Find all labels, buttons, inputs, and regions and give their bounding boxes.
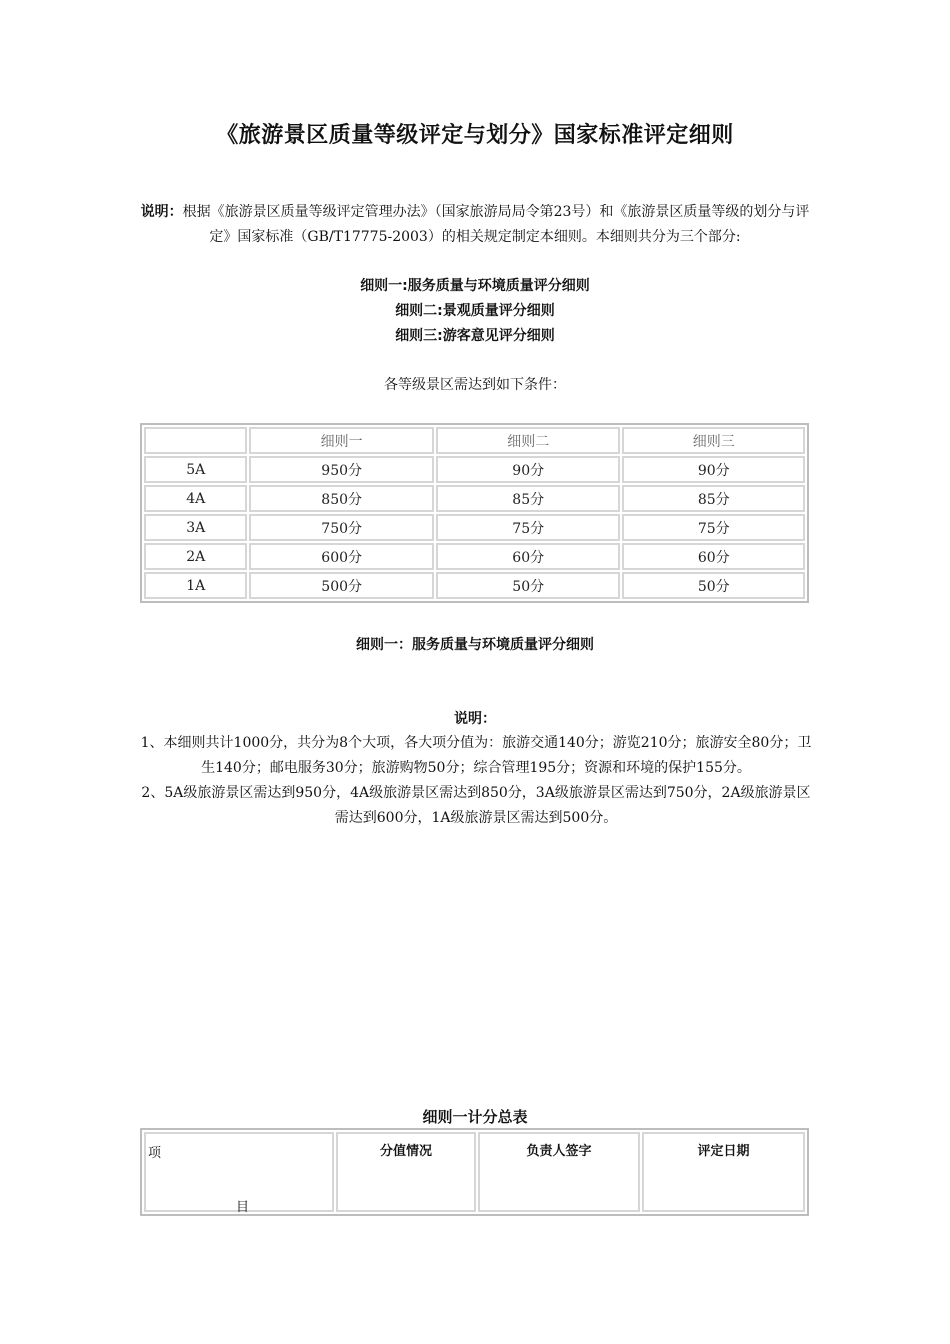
score-cell: 75分	[622, 514, 805, 541]
table-row	[144, 572, 805, 599]
score-cell: 500分	[249, 572, 434, 599]
header-cell: 分值情况	[336, 1132, 476, 1212]
item-label-bottom: 目	[236, 1200, 250, 1215]
score-cell: 850分	[249, 485, 434, 512]
score-cell: 90分	[622, 456, 805, 483]
grade-requirements-table	[140, 423, 809, 603]
table-header-row	[144, 427, 805, 454]
document-title: 《旅游景区质量等级评定与划分》国家标准评定细则	[216, 123, 734, 148]
score-cell: 750分	[249, 514, 434, 541]
score-cell: 50分	[436, 572, 621, 599]
rule-item: 细则一:服务质量与环境质量评分细则	[360, 278, 590, 294]
summary-table-title: 细则一计分总表	[422, 1108, 528, 1126]
grade-cell: 2A	[144, 543, 247, 570]
table-row	[144, 543, 805, 570]
note-body	[140, 731, 812, 831]
note-title: 说明：	[454, 711, 496, 727]
grade-cell: 4A	[144, 485, 247, 512]
intro-paragraph	[140, 200, 810, 250]
score-cell: 600分	[249, 543, 434, 570]
grade-cell: 5A	[144, 456, 247, 483]
header-cell	[144, 427, 247, 454]
header-cell: 负责人签字	[478, 1132, 640, 1212]
score-cell: 85分	[622, 485, 805, 512]
grade-cell: 3A	[144, 514, 247, 541]
intro-text: 根据《旅游景区质量等级评定管理办法》（国家旅游局局令第23号）和《旅游景区质量等级的划分与评定》国家标准（GB/T17775-2003）的相关规定制定本细则。本细则共分为三个部分:	[182, 204, 810, 245]
table-row	[144, 1132, 805, 1212]
section-one-title: 细则一：服务质量与环境质量评分细则	[356, 637, 594, 653]
header-cell: 细则二	[436, 427, 621, 454]
grade-cell: 1A	[144, 572, 247, 599]
score-cell: 85分	[436, 485, 621, 512]
score-cell: 75分	[436, 514, 621, 541]
intro-label: 说明：	[140, 204, 183, 220]
header-cell: 细则三	[622, 427, 805, 454]
summary-table	[140, 1128, 809, 1216]
item-label-top: 项	[148, 1146, 162, 1161]
header-cell: 细则一	[249, 427, 434, 454]
conditions-caption: 各等级景区需达到如下条件：	[384, 377, 566, 393]
table-row	[144, 485, 805, 512]
table-row	[144, 514, 805, 541]
item-header-cell	[144, 1132, 334, 1215]
table-row	[144, 456, 805, 483]
rule-item: 细则二:景观质量评分细则	[395, 303, 555, 319]
rules-list	[0, 274, 950, 349]
header-cell: 评定日期	[642, 1132, 805, 1212]
score-cell: 60分	[622, 543, 805, 570]
score-cell: 950分	[249, 456, 434, 483]
score-cell: 60分	[436, 543, 621, 570]
score-cell: 90分	[436, 456, 621, 483]
note-item: 2、5A级旅游景区需达到950分，4A级旅游景区需达到850分，3A级旅游景区需达到750分，2A级旅游景区需达到600分，1A级旅游景区需达到500分。	[141, 785, 811, 826]
rule-item: 细则三:游客意见评分细则	[395, 328, 555, 344]
note-item: 1、本细则共计1000分，共分为8个大项，各大项分值为：旅游交通140分；游览210分；旅游安全80分；卫生140分；邮电服务30分；旅游购物50分；综合管理195分；资源和环境的保护155分。	[140, 735, 812, 776]
score-cell: 50分	[622, 572, 805, 599]
